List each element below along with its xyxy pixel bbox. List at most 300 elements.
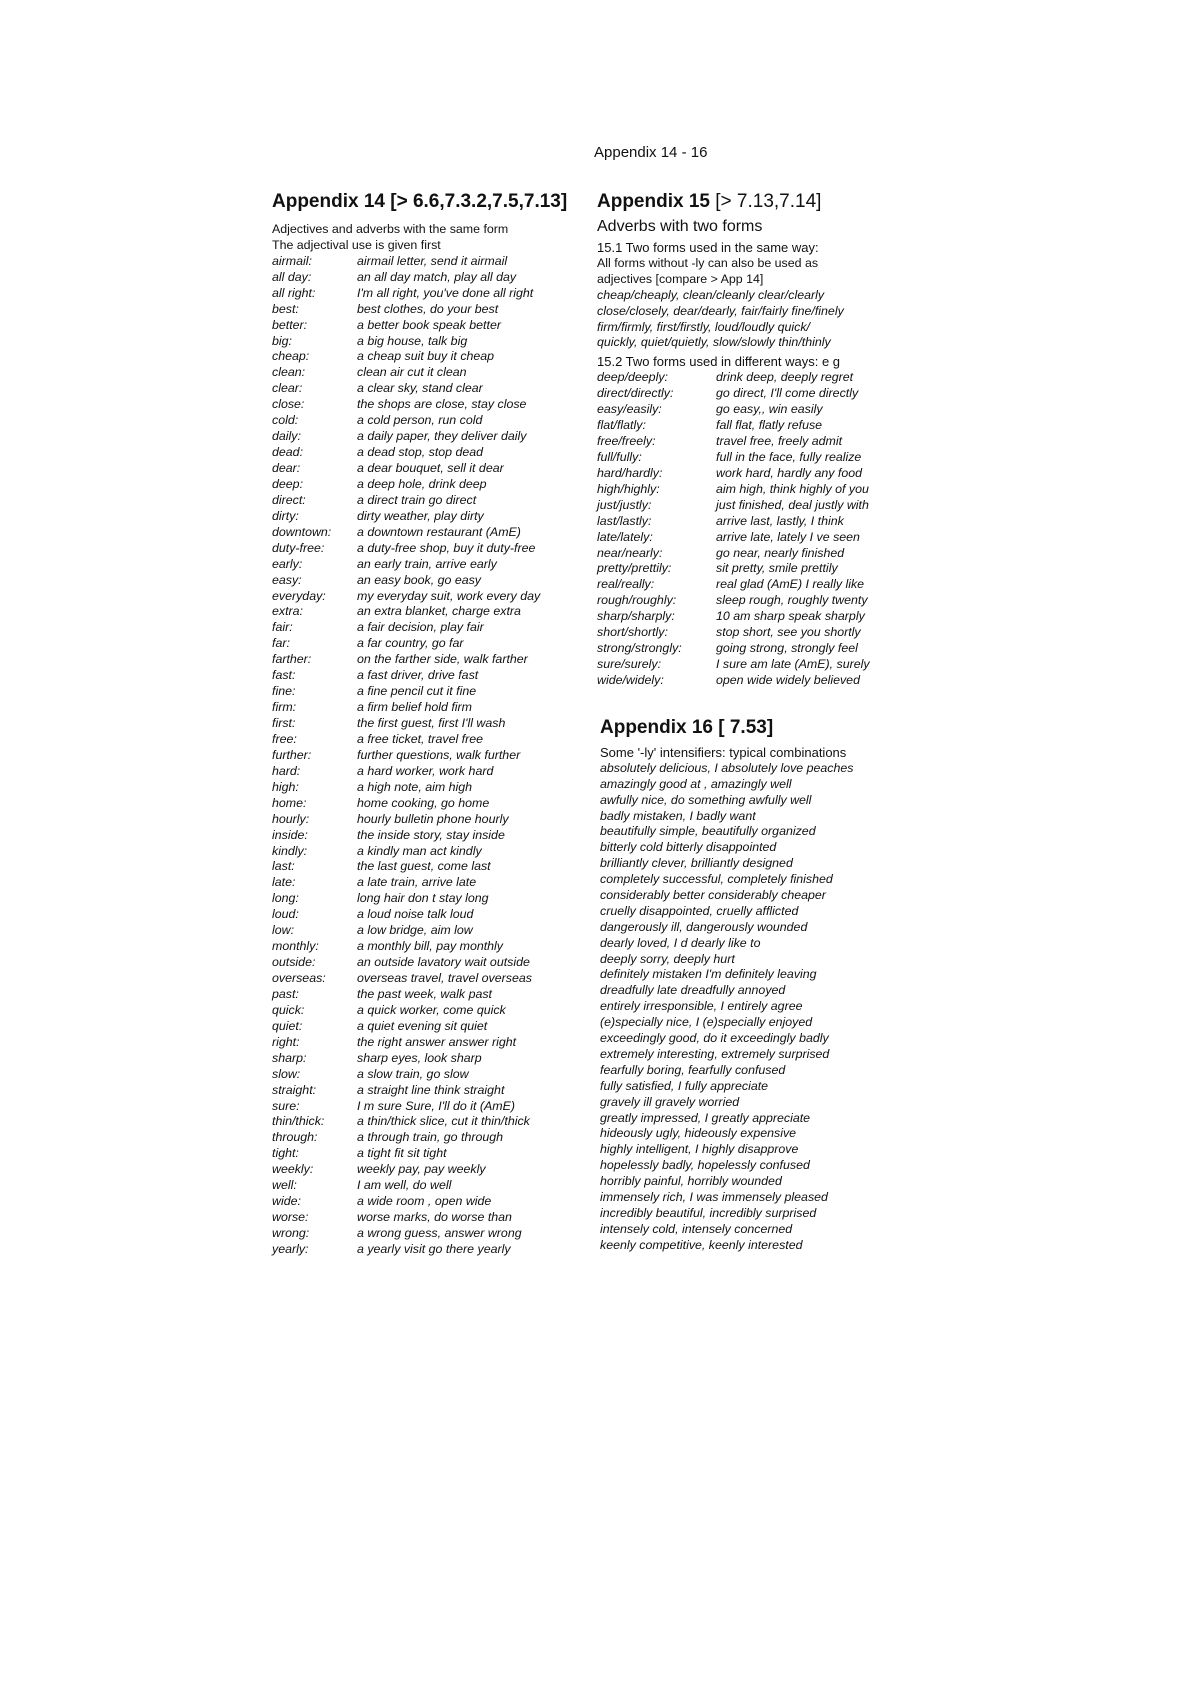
entry-row: [597, 386, 897, 402]
intensifier-line: greatly impressed, I greatly appreciate: [600, 1110, 811, 1125]
entry-row: [272, 1162, 572, 1178]
entry-row: [272, 1226, 572, 1242]
entry-example: a far country, go far: [357, 636, 464, 651]
entry-row: [597, 514, 897, 530]
section-15-1-text: [597, 256, 897, 288]
entry-word: wide/widely:: [597, 673, 664, 687]
entry-word: sharp:: [272, 1050, 307, 1065]
intensifier-line: immensely rich, I was immensely pleased: [600, 1189, 828, 1204]
entry-example: overseas travel, travel overseas: [357, 971, 532, 985]
entry-example: a duty-free shop, buy it duty-free: [357, 540, 536, 555]
entry-row: [272, 844, 572, 860]
entry-example: work hard, hardly any food: [716, 465, 863, 480]
entry-row: [272, 461, 572, 477]
intensifier-line: cruelly disappointed, cruelly afflicted: [600, 903, 799, 918]
entry-row: [272, 987, 572, 1003]
entry-word: hard:: [272, 763, 301, 778]
entry-word: well:: [272, 1178, 297, 1193]
entry-example: sit pretty, smile prettily: [716, 561, 838, 576]
entry-row: [272, 365, 572, 381]
entry-example: aim high, think highly of you: [716, 481, 869, 496]
intensifier-line: entirely irresponsible, I entirely agree: [600, 999, 803, 1014]
entry-row: [272, 955, 572, 971]
intensifier-line: absolutely delicious, I absolutely love peaches: [600, 760, 854, 775]
entry-word: hard/hardly:: [597, 465, 663, 480]
intensifier-line: deeply sorry, deeply hurt: [600, 951, 735, 966]
entry-word: overseas:: [272, 971, 326, 985]
entry-row: [597, 498, 897, 514]
entry-word: just/justly:: [597, 497, 652, 512]
entry-word: dead:: [272, 445, 304, 460]
intensifier-line: extremely interesting, extremely surprised: [600, 1046, 830, 1061]
entry-example: go direct, I'll come directly: [716, 386, 859, 401]
entry-word: tight:: [272, 1146, 299, 1161]
intensifier-line: horribly painful, horribly wounded: [600, 1174, 782, 1189]
intensifier-line: fearfully boring, fearfully confused: [600, 1062, 786, 1077]
entry-example: a big house, talk big: [357, 333, 468, 348]
intensifier-line: fully satisfied, I fully appreciate: [600, 1078, 769, 1093]
entry-row: [272, 1114, 572, 1130]
entry-word: last/lastly:: [597, 513, 652, 528]
entry-row: [272, 525, 572, 541]
appendix-15-title-main: Appendix 15: [597, 191, 710, 212]
entry-example: sharp eyes, look sharp: [357, 1050, 482, 1065]
entry-example: long hair don t stay long: [357, 891, 489, 906]
entry-example: home cooking, go home: [357, 795, 490, 810]
entry-example: clean air cut it clean: [357, 365, 467, 380]
intensifier-line: definitely mistaken I'm definitely leaving: [600, 967, 817, 982]
appendix-14-intro-1: Adjectives and adverbs with the same form: [272, 222, 509, 236]
entry-word: dear:: [272, 461, 301, 475]
entry-example: a quick worker, come quick: [357, 1002, 506, 1017]
entry-example: an early train, arrive early: [357, 556, 497, 571]
intensifier-line: hopelessly badly, hopelessly confused: [600, 1158, 810, 1173]
entry-word: extra:: [272, 604, 303, 619]
entry-example: the shops are close, stay close: [357, 397, 527, 412]
entry-example: a wide room , open wide: [357, 1194, 492, 1209]
entry-word: fair:: [272, 620, 293, 635]
entry-example: just finished, deal justly with: [716, 497, 869, 512]
entry-example: a cheap suit buy it cheap: [357, 349, 495, 364]
entry-word: downtown:: [272, 524, 332, 539]
entry-example: I am well, do well: [357, 1178, 452, 1193]
entry-row: [272, 1019, 572, 1035]
entry-word: far:: [272, 636, 290, 651]
entry-word: better:: [272, 317, 308, 332]
entry-example: worse marks, do worse than: [357, 1210, 512, 1225]
entry-row: [272, 302, 572, 318]
entry-word: rough/roughly:: [597, 593, 677, 608]
entry-row: [272, 397, 572, 413]
running-head: Appendix 14 - 16: [594, 144, 708, 161]
entry-example: I'm all right, you've done all right: [357, 285, 534, 300]
entry-row: [597, 593, 897, 609]
entry-row: [272, 445, 572, 461]
intensifier-line: brilliantly clever, brilliantly designed: [600, 856, 793, 871]
entry-row: [272, 318, 572, 334]
entry-row: [272, 684, 572, 700]
entry-row: [597, 609, 897, 625]
entry-word: further:: [272, 747, 312, 762]
entry-row: [597, 577, 897, 593]
entry-row: [272, 1146, 572, 1162]
entry-row: [272, 923, 572, 939]
entry-row: [597, 561, 897, 577]
entry-word: early:: [272, 556, 303, 571]
entry-row: [597, 625, 897, 641]
entry-word: cold:: [272, 413, 299, 428]
entry-example: weekly pay, pay weekly: [357, 1162, 486, 1177]
entry-word: sure/surely:: [597, 657, 662, 672]
section-15-1-examples: [597, 288, 897, 352]
entry-example: a fine pencil cut it fine: [357, 684, 477, 699]
entry-row: [272, 557, 572, 573]
appendix-14: [272, 190, 572, 1258]
entry-example: a kindly man act kindly: [357, 843, 482, 858]
entry-row: [597, 434, 897, 450]
entry-example: going strong, strongly feel: [716, 641, 858, 656]
entry-word: fine:: [272, 684, 296, 699]
entry-row: [272, 812, 572, 828]
entry-word: hourly:: [272, 811, 310, 826]
entry-example: a high note, aim high: [357, 779, 473, 794]
entry-word: through:: [272, 1130, 318, 1145]
entry-row: [272, 1067, 572, 1083]
entry-row: [272, 1210, 572, 1226]
entry-row: [272, 349, 572, 365]
entry-word: yearly:: [272, 1241, 309, 1256]
entry-word: home:: [272, 795, 307, 810]
entry-word: pretty/prettily:: [597, 561, 672, 576]
entry-example: an outside lavatory wait outside: [357, 955, 530, 970]
intensifier-line: dreadfully late dreadfully annoyed: [600, 983, 786, 998]
entry-word: first:: [272, 716, 296, 730]
entry-example: I sure am late (AmE), surely: [716, 657, 870, 672]
entry-word: near/nearly:: [597, 545, 663, 560]
entry-row: [272, 1242, 572, 1258]
entry-example: a late train, arrive late: [357, 875, 477, 890]
entry-example: a clear sky, stand clear: [357, 381, 483, 396]
entry-row: [272, 381, 572, 397]
entry-row: [597, 402, 897, 418]
entry-example: a thin/thick slice, cut it thin/thick: [357, 1114, 530, 1129]
appendix-15-title-refs: [> 7.13,7.14]: [709, 191, 822, 212]
entry-word: cheap:: [272, 349, 310, 364]
entry-example: sleep rough, roughly twenty: [716, 593, 868, 608]
entry-row: [272, 1051, 572, 1067]
entry-row: [597, 673, 897, 689]
entry-example: arrive last, lastly, I think: [716, 513, 844, 528]
entry-row: [272, 413, 572, 429]
entry-row: [272, 429, 572, 445]
entry-word: big:: [272, 333, 292, 348]
entry-row: [272, 589, 572, 605]
entry-example: a wrong guess, answer wrong: [357, 1226, 522, 1240]
entry-row: [272, 668, 572, 684]
entry-word: real/really:: [597, 577, 655, 592]
entry-example: a loud noise talk loud: [357, 907, 474, 922]
intensifier-line: gravely ill gravely worried: [600, 1094, 740, 1109]
entry-word: kindly:: [272, 843, 308, 858]
entry-example: on the farther side, walk farther: [357, 652, 528, 667]
entry-example: I m sure Sure, I'll do it (AmE): [357, 1098, 515, 1113]
entry-word: airmail:: [272, 253, 312, 268]
entry-row: [597, 418, 897, 434]
intensifier-line: considerably better considerably cheaper: [600, 888, 826, 903]
section-15-1-example-line: firm/firmly, first/firstly, loud/loudly quick/: [597, 319, 810, 334]
entry-row: [272, 1130, 572, 1146]
entry-example: the past week, walk past: [357, 986, 492, 1001]
entry-word: free/freely:: [597, 433, 656, 448]
entry-row: [272, 828, 572, 844]
entry-row: [272, 1194, 572, 1210]
entry-example: a slow train, go slow: [357, 1066, 469, 1081]
appendix-14-list: [272, 254, 572, 1258]
entry-row: [272, 652, 572, 668]
intensifier-line: awfully nice, do something awfully well: [600, 792, 812, 807]
entry-word: deep:: [272, 476, 304, 491]
entry-word: farther:: [272, 652, 312, 667]
entry-row: [272, 859, 572, 875]
appendix-14-intro-2: The adjectival use is given first: [272, 237, 441, 252]
entry-row: [272, 1083, 572, 1099]
entry-word: duty-free:: [272, 540, 325, 555]
section-15-1-text-line: All forms without -ly can also be used as: [597, 255, 819, 270]
entry-word: clear:: [272, 381, 303, 396]
intensifier-line: bitterly cold bitterly disappointed: [600, 840, 777, 855]
entry-example: a hard worker, work hard: [357, 763, 494, 778]
entry-word: free:: [272, 731, 297, 746]
entry-example: stop short, see you shortly: [716, 625, 861, 640]
entry-word: right:: [272, 1034, 300, 1049]
entry-example: best clothes, do your best: [357, 301, 499, 316]
entry-example: drink deep, deeply regret: [716, 370, 854, 385]
entry-word: flat/flatly:: [597, 418, 646, 432]
entry-word: firm:: [272, 700, 297, 715]
entry-example: a tight fit sit tight: [357, 1146, 447, 1161]
entry-example: a yearly visit go there yearly: [357, 1241, 511, 1256]
intensifier-line: exceedingly good, do it exceedingly badly: [600, 1031, 829, 1046]
entry-example: go easy,, win easily: [716, 402, 823, 417]
entry-word: full/fully:: [597, 449, 642, 464]
entry-word: fast:: [272, 668, 296, 683]
entry-example: a fast driver, drive fast: [357, 668, 479, 683]
intensifier-line: incredibly beautiful, incredibly surprised: [600, 1205, 817, 1220]
entry-row: [272, 891, 572, 907]
entry-row: [272, 796, 572, 812]
entry-word: all right:: [272, 285, 316, 300]
entry-word: quiet:: [272, 1018, 303, 1033]
appendix-15: [597, 190, 897, 689]
entry-word: weekly:: [272, 1162, 314, 1177]
entry-example: a downtown restaurant (AmE): [357, 524, 521, 539]
intensifier-line: intensely cold, intensely concerned: [600, 1221, 793, 1236]
entry-row: [272, 636, 572, 652]
entry-example: a dear bouquet, sell it dear: [357, 461, 504, 475]
entry-example: a free ticket, travel free: [357, 731, 484, 746]
entry-row: [597, 466, 897, 482]
section-15-1-example-line: close/closely, dear/dearly, fair/fairly fine/finely: [597, 303, 844, 318]
appendix-16-title: Appendix 16 [ 7.53]: [600, 717, 774, 738]
section-15-2-heading: 15.2 Two forms used in different ways: e g: [597, 354, 841, 370]
entry-row: [272, 270, 572, 286]
entry-row: [272, 971, 572, 987]
section-15-2-list: [597, 370, 897, 689]
entry-row: [597, 370, 897, 386]
intensifier-line: amazingly good at , amazingly well: [600, 776, 792, 791]
entry-example: airmail letter, send it airmail: [357, 253, 508, 268]
entry-example: 10 am sharp speak sharply: [716, 609, 865, 624]
appendix-16-intro: Some '-ly' intensifiers: typical combinations: [600, 745, 847, 760]
entry-row: [272, 604, 572, 620]
entry-example: the right answer answer right: [357, 1034, 517, 1049]
intensifier-line: completely successful, completely finished: [600, 872, 833, 887]
entry-row: [272, 1099, 572, 1115]
appendix-14-title: Appendix 14 [> 6.6,7.3.2,7.5,7.13]: [272, 191, 568, 212]
entry-row: [272, 716, 572, 732]
intensifier-line: dearly loved, I d dearly like to: [600, 935, 761, 950]
entry-row: [272, 620, 572, 636]
entry-row: [597, 657, 897, 673]
entry-word: last:: [272, 859, 295, 874]
section-15-1-example-line: cheap/cheaply, clean/cleanly clear/clearly: [597, 287, 825, 302]
entry-example: a firm belief hold firm: [357, 700, 472, 715]
entry-word: worse:: [272, 1210, 309, 1225]
section-15-1-heading: 15.1 Two forms used in the same way:: [597, 240, 819, 255]
entry-word: late:: [272, 875, 296, 890]
entry-row: [272, 286, 572, 302]
intensifier-line: keenly competitive, keenly interested: [600, 1237, 803, 1252]
intensifier-line: beautifully simple, beautifully organized: [600, 824, 816, 839]
entry-example: a better book speak better: [357, 317, 501, 332]
entry-word: clean:: [272, 365, 306, 380]
entry-word: direct/directly:: [597, 386, 674, 401]
entry-row: [272, 907, 572, 923]
entry-word: dirty:: [272, 508, 299, 523]
entry-word: late/lately:: [597, 529, 653, 544]
section-15-1-text-line: adjectives [compare > App 14]: [597, 271, 764, 286]
entry-example: an easy book, go easy: [357, 572, 481, 587]
entry-example: an all day match, play all day: [357, 269, 517, 284]
entry-word: thin/thick:: [272, 1114, 325, 1129]
entry-word: monthly:: [272, 939, 319, 954]
entry-example: hourly bulletin phone hourly: [357, 811, 509, 826]
entry-row: [272, 939, 572, 955]
entry-word: wide:: [272, 1194, 301, 1209]
entry-example: a dead stop, stop dead: [357, 445, 484, 460]
entry-example: a deep hole, drink deep: [357, 476, 487, 491]
entry-word: easy/easily:: [597, 402, 662, 417]
entry-word: high/highly:: [597, 481, 660, 496]
entry-row: [272, 764, 572, 780]
intensifier-line: badly mistaken, I badly want: [600, 808, 756, 823]
entry-example: full in the face, fully realize: [716, 449, 862, 464]
intensifier-line: hideously ugly, hideously expensive: [600, 1126, 797, 1141]
entry-word: wrong:: [272, 1226, 310, 1240]
entry-row: [272, 1003, 572, 1019]
entry-word: high:: [272, 779, 299, 794]
entry-example: my everyday suit, work every day: [357, 588, 541, 603]
entry-word: best:: [272, 301, 299, 316]
entry-row: [272, 573, 572, 589]
entry-word: sure:: [272, 1098, 300, 1113]
entry-word: easy:: [272, 572, 302, 587]
entry-example: a straight line think straight: [357, 1082, 505, 1097]
entry-row: [272, 509, 572, 525]
entry-row: [272, 780, 572, 796]
intensifier-line: (e)specially nice, I (e)specially enjoyed: [600, 1015, 813, 1030]
entry-example: a fair decision, play fair: [357, 620, 484, 635]
entry-example: a direct train go direct: [357, 492, 477, 507]
entry-row: [597, 641, 897, 657]
entry-example: real glad (AmE) I really like: [716, 577, 865, 592]
intensifier-line: highly intelligent, I highly disapprove: [600, 1142, 799, 1157]
entry-example: fall flat, flatly refuse: [716, 418, 823, 432]
entry-example: a quiet evening sit quiet: [357, 1018, 488, 1033]
entry-row: [272, 477, 572, 493]
entry-example: further questions, walk further: [357, 747, 521, 762]
entry-word: daily:: [272, 429, 301, 444]
entry-row: [272, 1178, 572, 1194]
entry-row: [272, 541, 572, 557]
entry-row: [597, 530, 897, 546]
entry-example: a through train, go through: [357, 1130, 504, 1145]
entry-word: loud:: [272, 907, 299, 922]
section-15-1-example-line: quickly, quiet/quietly, slow/slowly thin/thinly: [597, 335, 831, 350]
entry-word: inside:: [272, 827, 308, 842]
entry-example: open wide widely believed: [716, 673, 860, 687]
appendix-16: [600, 716, 900, 1254]
entry-example: the last guest, come last: [357, 859, 491, 874]
entry-word: long:: [272, 891, 299, 906]
entry-word: slow:: [272, 1066, 301, 1081]
entry-row: [272, 1035, 572, 1051]
appendix-16-list: [600, 761, 900, 1254]
intensifier-line: dangerously ill, dangerously wounded: [600, 919, 808, 934]
entry-row: [597, 450, 897, 466]
entry-row: [272, 875, 572, 891]
entry-word: short/shortly:: [597, 625, 668, 640]
entry-example: a daily paper, they deliver daily: [357, 429, 527, 444]
entry-row: [272, 493, 572, 509]
appendix-15-subtitle: Adverbs with two forms: [597, 218, 763, 235]
entry-word: close:: [272, 397, 305, 412]
entry-word: all day:: [272, 269, 312, 284]
entry-example: arrive late, lately I ve seen: [716, 529, 860, 544]
entry-row: [272, 748, 572, 764]
entry-example: an extra blanket, charge extra: [357, 604, 521, 619]
entry-word: deep/deeply:: [597, 370, 668, 385]
entry-example: dirty weather, play dirty: [357, 508, 484, 523]
entry-row: [272, 334, 572, 350]
entry-example: the inside story, stay inside: [357, 827, 505, 842]
entry-row: [272, 732, 572, 748]
entry-word: low:: [272, 923, 295, 938]
entry-word: strong/strongly:: [597, 641, 682, 656]
entry-row: [272, 254, 572, 270]
entry-word: quick:: [272, 1002, 305, 1017]
entry-word: sharp/sharply:: [597, 609, 675, 624]
entry-row: [597, 546, 897, 562]
entry-example: travel free, freely admit: [716, 433, 843, 448]
entry-example: a monthly bill, pay monthly: [357, 939, 504, 954]
entry-word: everyday:: [272, 588, 326, 603]
entry-row: [597, 482, 897, 498]
entry-example: the first guest, first I'll wash: [357, 716, 506, 730]
entry-example: a low bridge, aim low: [357, 923, 473, 938]
entry-word: straight:: [272, 1082, 317, 1097]
entry-word: past:: [272, 986, 299, 1001]
